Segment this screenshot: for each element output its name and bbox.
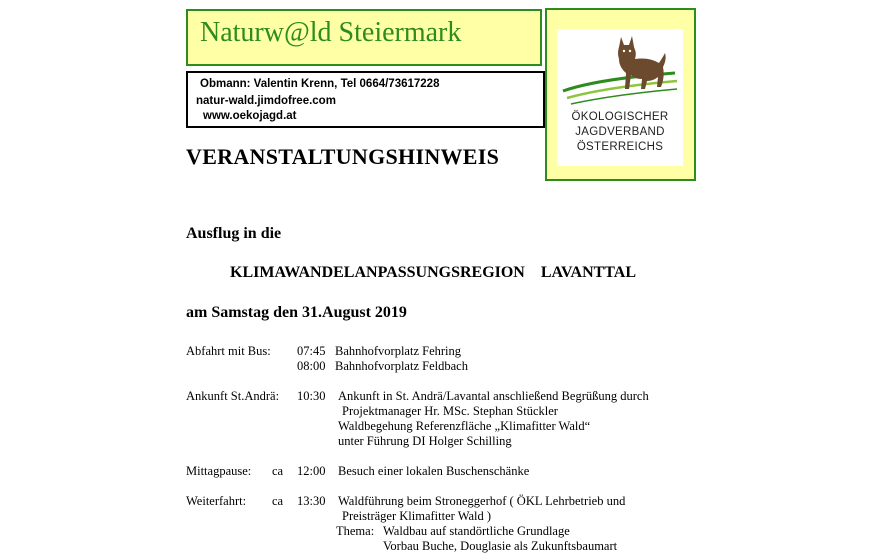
continue-label: Weiterfahrt: — [186, 494, 247, 508]
theme-label: Thema: — [336, 524, 375, 538]
logo-box — [545, 8, 696, 181]
departure-time-2: 08:00 — [297, 359, 326, 373]
page-title: VERANSTALTUNGSHINWEIS — [186, 144, 500, 169]
continue-line-2: Preisträger Klimafitter Wald ) — [342, 509, 492, 523]
arrival-label: Ankunft St.Andrä: — [186, 389, 280, 403]
contact-website-2[interactable]: www.oekojagd.at — [203, 110, 297, 122]
arrival-line-3: Waldbegehung Referenzfläche „Klimafitter Wald“ — [338, 419, 591, 433]
arrival-line-2: Projektmanager Hr. MSc. Stephan Stückler — [342, 404, 558, 418]
lynx-icon — [557, 29, 683, 109]
contact-box — [186, 71, 545, 128]
title-box — [186, 9, 542, 66]
arrival-line-4: unter Führung DI Holger Schilling — [338, 434, 512, 448]
theme-line-2: Vorbau Buche, Douglasie als Zukunftsbaumart — [383, 539, 618, 553]
event-date: am Samstag den 31.August 2019 — [186, 304, 407, 321]
logo-line-3: ÖSTERREICHS — [576, 141, 664, 153]
contact-chairman: Obmann: Valentin Krenn, Tel 0664/73617228 — [200, 78, 440, 90]
departure-place-1: Bahnhofvorplatz Fehring — [335, 344, 462, 358]
logo-line-1: ÖKOLOGISCHER — [571, 111, 669, 123]
departure-time-1: 07:45 — [297, 344, 326, 358]
arrival-line-1: Ankunft in St. Andrä/Lavantal anschließend Begrüßung durch — [338, 389, 649, 403]
org-title: Naturw@ld Steiermark — [200, 17, 462, 48]
logo — [557, 29, 683, 166]
lunch-label: Mittagpause: — [186, 464, 252, 478]
arrival-time: 10:30 — [297, 389, 326, 403]
departure-label: Abfahrt mit Bus: — [186, 344, 271, 358]
logo-line-2: JAGDVERBAND — [575, 126, 665, 138]
departure-place-2: Bahnhofvorplatz Feldbach — [335, 359, 468, 373]
region-title: KLIMAWANDELANPASSUNGSREGION LAVANTTAL — [230, 264, 637, 281]
continue-time: 13:30 — [297, 494, 326, 508]
continue-line-1: Waldführung beim Stroneggerhof ( ÖKL Lehrbetrieb und — [338, 494, 626, 508]
lunch-line-1: Besuch einer lokalen Buschenschänke — [338, 464, 530, 478]
contact-website[interactable]: natur-wald.jimdofree.com — [196, 95, 336, 107]
continue-ca: ca — [272, 494, 284, 508]
intro-text: Ausflug in die — [186, 225, 282, 242]
lunch-time: 12:00 — [297, 464, 326, 478]
lunch-ca: ca — [272, 464, 284, 478]
theme-line-1: Waldbau auf standörtliche Grundlage — [383, 524, 570, 538]
